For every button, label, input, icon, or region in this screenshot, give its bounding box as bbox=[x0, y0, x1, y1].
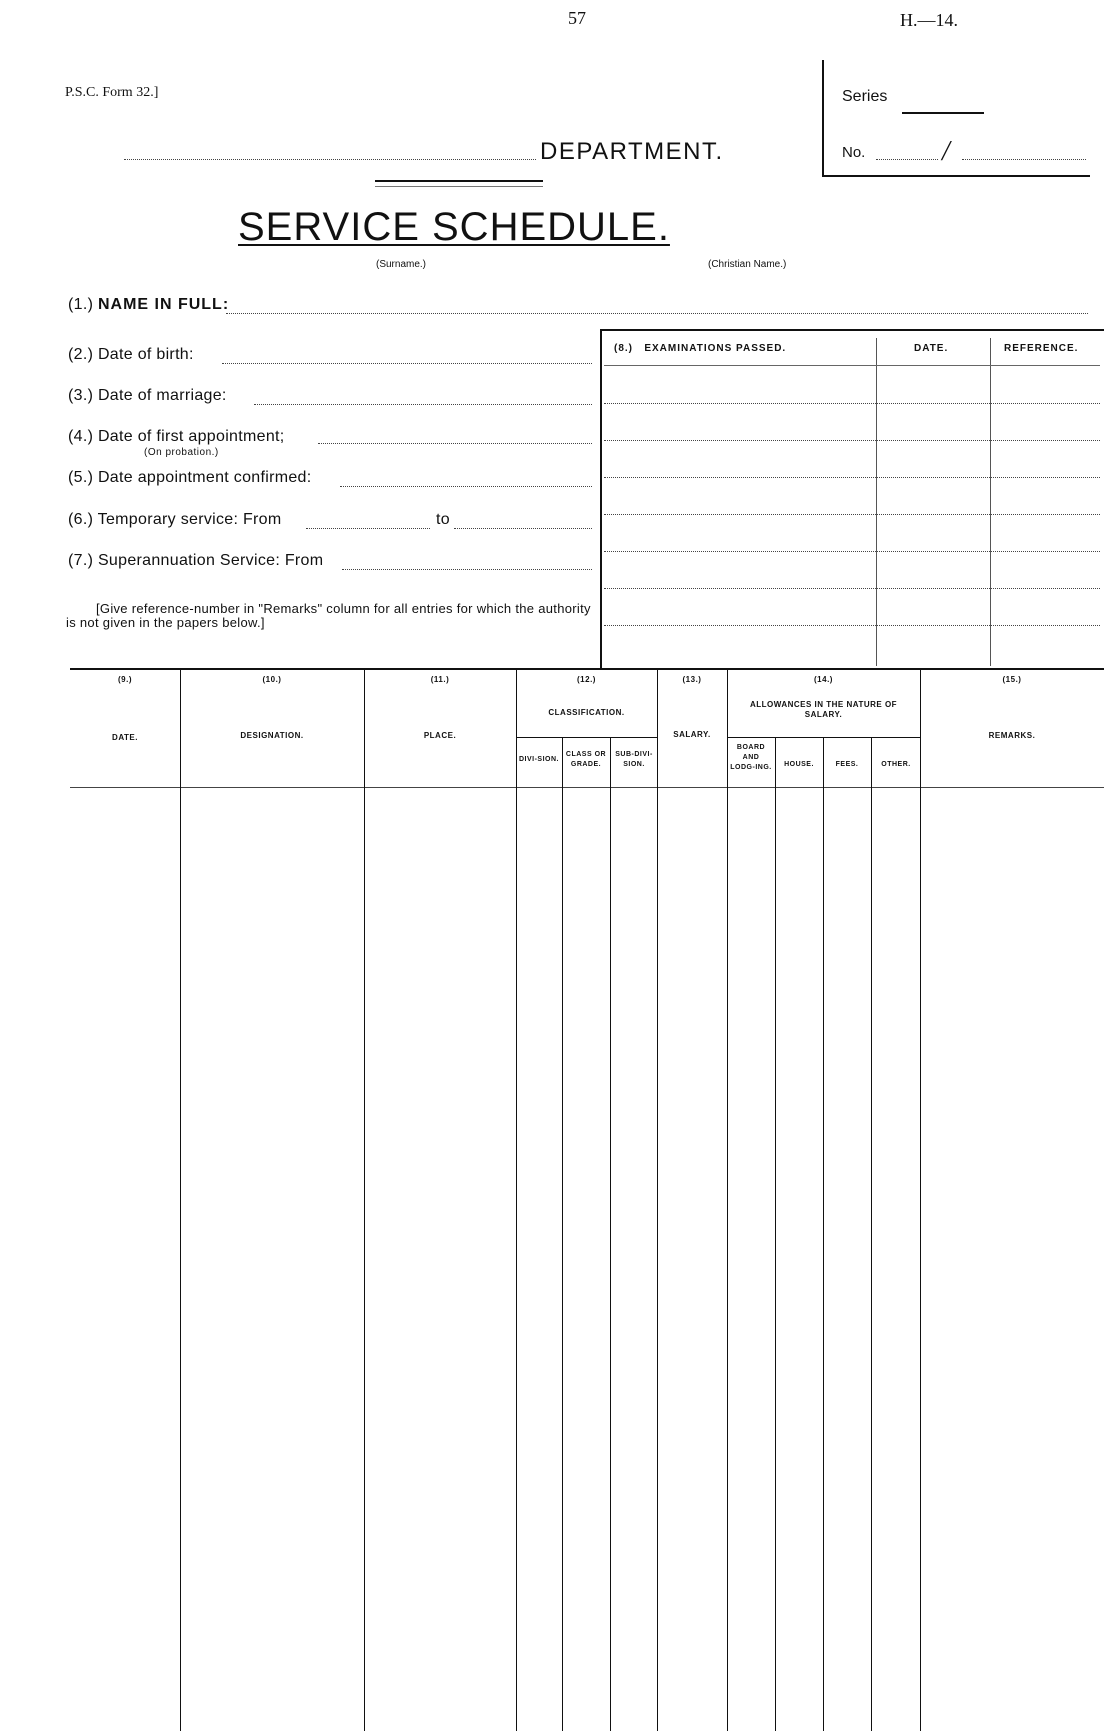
series-box-bottom-border bbox=[822, 175, 1090, 177]
title-divider bbox=[375, 180, 543, 182]
field-date-appointment-confirmed bbox=[68, 469, 312, 487]
date-appointment-confirmed-input[interactable] bbox=[340, 485, 592, 487]
exams-title: EXAMINATIONS PASSED. bbox=[644, 343, 787, 354]
field-superannuation-service bbox=[68, 552, 323, 570]
exams-row[interactable] bbox=[604, 439, 1100, 441]
subcolumn-other-header: OTHER. bbox=[881, 761, 911, 768]
page-title: SERVICE SCHEDULE. bbox=[238, 205, 670, 249]
field-label: NAME IN FULL: bbox=[97, 296, 230, 313]
number-slash: / bbox=[942, 136, 950, 167]
exams-date-header: DATE. bbox=[914, 343, 949, 354]
date-of-first-appointment-input[interactable] bbox=[318, 442, 592, 444]
column-remarks-header: REMARKS. bbox=[988, 731, 1036, 740]
title-divider-2 bbox=[375, 186, 543, 187]
field-date-of-marriage bbox=[68, 387, 227, 405]
subcolumn-fees-header: FEES. bbox=[835, 761, 859, 768]
exams-left-border bbox=[600, 329, 602, 668]
column-12-number: (12.) bbox=[577, 675, 596, 684]
subcolumn-division-header: DIVI-SION. bbox=[518, 756, 559, 763]
field-label: Date appointment confirmed: bbox=[97, 469, 312, 486]
exams-row[interactable] bbox=[604, 402, 1100, 404]
on-probation-hint: (On probation.) bbox=[144, 447, 219, 458]
field-number: (5.) bbox=[68, 469, 94, 486]
exams-date-divider bbox=[876, 338, 877, 666]
exams-header bbox=[614, 343, 786, 354]
field-temporary-service bbox=[68, 511, 282, 529]
exams-number: (8.) bbox=[614, 343, 633, 354]
field-label: Date of birth: bbox=[97, 346, 194, 363]
exams-reference-divider bbox=[990, 338, 991, 666]
field-number: (4.) bbox=[68, 428, 94, 445]
field-date-of-first-appointment bbox=[68, 428, 285, 446]
column-allowances-header: ALLOWANCES IN THE NATURE OF SALARY. bbox=[749, 700, 898, 719]
temporary-service-to-input[interactable] bbox=[454, 527, 592, 529]
column-salary-header: SALARY. bbox=[673, 730, 711, 739]
field-number: (3.) bbox=[68, 387, 94, 404]
exams-reference-header: REFERENCE. bbox=[1004, 343, 1079, 354]
field-date-of-birth bbox=[68, 346, 194, 364]
department-name-line[interactable] bbox=[124, 158, 536, 160]
service-table-header-rule bbox=[70, 787, 1104, 788]
column-designation-header: DESIGNATION. bbox=[240, 731, 304, 740]
form-id: P.S.C. Form 32.] bbox=[65, 85, 159, 100]
number-value-line[interactable] bbox=[876, 158, 938, 160]
temporary-service-to-label: to bbox=[436, 511, 450, 528]
surname-hint: (Surname.) bbox=[376, 259, 427, 270]
field-label: Date of marriage: bbox=[97, 387, 227, 404]
field-label: Superannuation Service: From bbox=[97, 552, 324, 569]
exams-row[interactable] bbox=[604, 624, 1100, 626]
column-10-number: (10.) bbox=[262, 675, 282, 684]
subcolumn-class-grade-header: CLASS OR GRADE. bbox=[565, 751, 607, 768]
christian-name-hint: (Christian Name.) bbox=[708, 259, 787, 270]
exams-row[interactable] bbox=[604, 476, 1100, 478]
series-value-line[interactable] bbox=[902, 112, 984, 114]
series-label: Series bbox=[842, 88, 888, 105]
series-box-left-border bbox=[822, 60, 824, 177]
page-number: 57 bbox=[568, 8, 586, 28]
field-number: (7.) bbox=[68, 552, 94, 569]
field-label: Temporary service: From bbox=[97, 511, 282, 528]
column-9-number: (9.) bbox=[118, 675, 132, 684]
field-name-in-full bbox=[68, 296, 229, 314]
column-classification-header: CLASSIFICATION. bbox=[548, 708, 625, 717]
field-label: Date of first appointment; bbox=[97, 428, 285, 445]
reference-note: [Give reference-number in "Remarks" column for all entries for which the authority is not given in the papers below.] bbox=[66, 601, 591, 630]
name-in-full-input[interactable] bbox=[226, 312, 1088, 314]
date-of-marriage-input[interactable] bbox=[254, 403, 592, 405]
column-place-header: PLACE. bbox=[423, 731, 457, 740]
service-table-top-border bbox=[70, 668, 1104, 670]
allowances-subrule bbox=[727, 737, 920, 738]
document-reference: H.—14. bbox=[900, 10, 958, 30]
subcolumn-board-lodging-header: BOARD AND LODG-ING. bbox=[730, 744, 772, 771]
series-number-line[interactable] bbox=[962, 158, 1086, 160]
superannuation-service-input[interactable] bbox=[342, 568, 592, 570]
column-date-header: DATE. bbox=[112, 733, 138, 742]
exams-header-rule bbox=[604, 365, 1100, 366]
exams-row[interactable] bbox=[604, 550, 1100, 552]
subcolumn-subdivision-header: SUB-DIVI-SION. bbox=[615, 751, 653, 768]
department-label: DEPARTMENT. bbox=[540, 138, 724, 165]
subcolumn-house-header: HOUSE. bbox=[784, 761, 814, 768]
field-number: (2.) bbox=[68, 346, 94, 363]
column-13-number: (13.) bbox=[682, 675, 702, 684]
field-number: (1.) bbox=[68, 296, 94, 313]
number-label: No. bbox=[842, 144, 866, 161]
exams-row[interactable] bbox=[604, 513, 1100, 515]
field-number: (6.) bbox=[68, 511, 94, 528]
date-of-birth-input[interactable] bbox=[222, 362, 592, 364]
exams-top-border bbox=[600, 329, 1104, 331]
column-15-number: (15.) bbox=[1002, 675, 1022, 684]
column-11-number: (11.) bbox=[430, 675, 450, 684]
exams-row[interactable] bbox=[604, 587, 1100, 589]
temporary-service-from-input[interactable] bbox=[306, 527, 430, 529]
service-table-body[interactable] bbox=[70, 789, 1104, 1731]
column-14-number: (14.) bbox=[814, 675, 833, 684]
classification-subrule bbox=[516, 737, 657, 738]
